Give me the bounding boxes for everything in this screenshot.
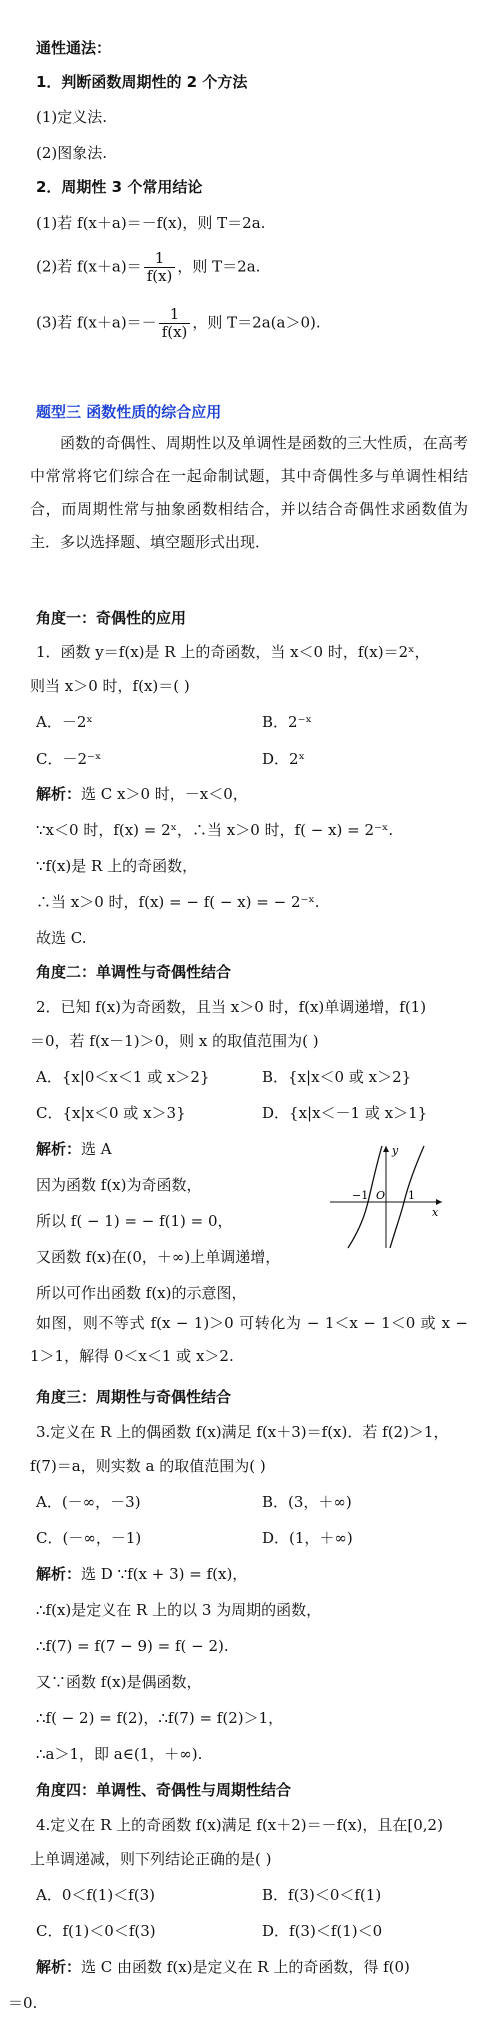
method-2: (2)图象法. bbox=[36, 144, 108, 162]
conclusion-3-pre: (3)若 f(x＋a)＝－ bbox=[36, 313, 157, 332]
fraction-numerator: 1 bbox=[144, 250, 176, 268]
option-d: D．f(3)＜f(1)＜0 bbox=[262, 1922, 383, 1940]
solution-line bbox=[36, 1139, 112, 1159]
solution-line bbox=[36, 784, 248, 804]
curve-right bbox=[390, 1146, 424, 1248]
option-b: B．{x|x＜0 或 x＞2} bbox=[262, 1068, 412, 1086]
conclusion-3-post: ，则 T＝2a(a＞0). bbox=[192, 313, 321, 332]
item-heading-1: 1．判断函数周期性的 2 个方法 bbox=[36, 73, 248, 91]
method-1: (1)定义法. bbox=[36, 108, 108, 126]
solution-conclusion: 如图，则不等式 f(x − 1)＞0 可转化为 − 1＜x − 1＜0 或 x − 1＞1，解得 0＜x＜1 或 x＞2. bbox=[30, 1314, 468, 1365]
question-3-line-2: f(7)＝a，则实数 a 的取值范围为( ) bbox=[30, 1457, 266, 1475]
solution-label: 解析： bbox=[36, 785, 82, 803]
solution-line: ∴f( − 2) = f(2)，∴f(7) = f(2)＞1， bbox=[36, 1709, 284, 1727]
angle-3-title: 角度三：周期性与奇偶性结合 bbox=[36, 1388, 232, 1406]
fraction-numerator: 1 bbox=[159, 306, 191, 324]
conclusion-1: (1)若 f(x＋a)＝－f(x)，则 T＝2a. bbox=[36, 214, 266, 232]
angle-2-title: 角度二：单调性与奇偶性结合 bbox=[36, 963, 232, 981]
conclusion-2-post: ，则 T＝2a. bbox=[177, 257, 261, 276]
option-c: C．f(1)＜0＜f(3) bbox=[36, 1922, 156, 1940]
solution-line: 又∵函数 f(x)是偶函数， bbox=[36, 1673, 202, 1691]
solution-label: 解析： bbox=[36, 1565, 82, 1583]
option-a: A．(－∞，－3) bbox=[36, 1493, 141, 1511]
solution-line: ∵f(x)是 R 上的奇函数， bbox=[36, 857, 198, 875]
question-2-line-1: 2．已知 f(x)为奇函数，且当 x＞0 时，f(x)单调递增，f(1) bbox=[36, 998, 427, 1016]
option-c: C．{x|x＜0 或 x＞3} bbox=[36, 1104, 186, 1122]
conclusion-3 bbox=[36, 306, 321, 341]
solution-line: ＝0. bbox=[8, 1994, 38, 2012]
option-a: A．{x|0＜x＜1 或 x＞2} bbox=[36, 1068, 210, 1086]
question-1-line-2: 则当 x＞0 时，f(x)＝( ) bbox=[30, 677, 190, 695]
solution-line: 所以 f( − 1) = − f(1) = 0， bbox=[36, 1212, 233, 1230]
option-c: C．－2⁻ˣ bbox=[36, 750, 102, 768]
conclusion-2 bbox=[36, 250, 260, 285]
solution-line: ∴当 x＞0 时，f(x) = − f( − x) = − 2⁻ˣ. bbox=[36, 893, 320, 911]
option-b: B．f(3)＜0＜f(1) bbox=[262, 1886, 382, 1904]
conclusion-2-pre: (2)若 f(x＋a)＝ bbox=[36, 257, 142, 276]
topic-intro: 函数的奇偶性、周期性以及单调性是函数的三大性质，在高考中常常将它们综合在一起命制试题，其中奇偶性多与单调性相结合，而周期性常与抽象函数相结合，并以结合奇偶性求函数值为主．多以选择题、填空题形式出现． bbox=[30, 434, 468, 551]
solution-label: 解析： bbox=[36, 1958, 82, 1976]
item-heading-2: 2．周期性 3 个常用结论 bbox=[36, 178, 203, 196]
option-d: D．(1，＋∞) bbox=[262, 1529, 353, 1547]
x-axis-label: x bbox=[432, 1206, 439, 1219]
fraction-denominator: f(x) bbox=[146, 267, 173, 285]
option-d: D．{x|x＜－1 或 x＞1} bbox=[262, 1104, 428, 1122]
angle-4-title: 角度四：单调性、奇偶性与周期性结合 bbox=[36, 1781, 292, 1799]
section-heading: 通性通法： bbox=[36, 39, 112, 57]
solution-text: 选 C x＞0 时，－x＜0， bbox=[81, 785, 248, 803]
solution-line bbox=[36, 1957, 410, 1977]
solution-line: ∴f(x)是定义在 R 上的以 3 为周期的函数， bbox=[36, 1601, 322, 1619]
question-2-line-2: ＝0，若 f(x－1)＞0，则 x 的取值范围为( ) bbox=[30, 1032, 319, 1050]
option-a: A．－2ˣ bbox=[36, 713, 93, 731]
solution-label: 解析： bbox=[36, 1140, 82, 1158]
solution-line: ∴f(7) = f(7 − 9) = f( − 2). bbox=[36, 1637, 229, 1655]
solution-line: 又函数 f(x)在(0，＋∞)上单调递增， bbox=[36, 1248, 281, 1266]
solution-text: 选 D ∵f(x + 3) = f(x)， bbox=[81, 1565, 248, 1583]
option-d: D．2ˣ bbox=[262, 750, 305, 768]
function-sketch bbox=[326, 1142, 446, 1252]
question-1-line-1: 1．函数 y＝f(x)是 R 上的奇函数，当 x＜0 时，f(x)＝2ˣ， bbox=[36, 643, 430, 661]
fraction bbox=[144, 250, 176, 285]
y-axis-arrow bbox=[383, 1146, 389, 1152]
tick-label-1: 1 bbox=[408, 1189, 415, 1202]
tick-label-neg1: −1 bbox=[352, 1189, 369, 1202]
y-axis-label: y bbox=[392, 1144, 399, 1157]
topic-title: 题型三 函数性质的综合应用 bbox=[36, 403, 222, 421]
solution-line: 故选 C. bbox=[36, 929, 87, 947]
solution-line bbox=[36, 1564, 247, 1584]
solution-line: ∵x＜0 时，f(x) = 2ˣ，∴当 x＞0 时，f( − x) = 2⁻ˣ. bbox=[36, 821, 394, 839]
solution-line: 所以可作出函数 f(x)的示意图， bbox=[36, 1284, 247, 1302]
origin-label: O bbox=[376, 1189, 386, 1202]
question-4-line-2: 上单调递减，则下列结论正确的是( ) bbox=[30, 1850, 272, 1868]
solution-line: 因为函数 f(x)为奇函数， bbox=[36, 1176, 202, 1194]
angle-1-title: 角度一：奇偶性的应用 bbox=[36, 609, 187, 627]
option-b: B．(3，＋∞) bbox=[262, 1493, 352, 1511]
option-b: B．2⁻ˣ bbox=[262, 713, 312, 731]
fraction bbox=[159, 306, 191, 341]
option-c: C．(－∞，－1) bbox=[36, 1529, 142, 1547]
option-a: A．0＜f(1)＜f(3) bbox=[36, 1886, 155, 1904]
question-4-line-1: 4.定义在 R 上的奇函数 f(x)满足 f(x＋2)＝－f(x)，且在[0,2) bbox=[36, 1816, 443, 1834]
question-3-line-1: 3.定义在 R 上的偶函数 f(x)满足 f(x＋3)＝f(x)．若 f(2)＞1， bbox=[36, 1423, 449, 1441]
fraction-denominator: f(x) bbox=[161, 323, 188, 341]
solution-text: 选 A bbox=[81, 1140, 112, 1158]
solution-line: ∴a＞1，即 a∈(1，＋∞). bbox=[36, 1745, 203, 1763]
solution-text: 选 C 由函数 f(x)是定义在 R 上的奇函数，得 f(0) bbox=[81, 1958, 410, 1976]
x-axis-arrow bbox=[436, 1199, 442, 1205]
